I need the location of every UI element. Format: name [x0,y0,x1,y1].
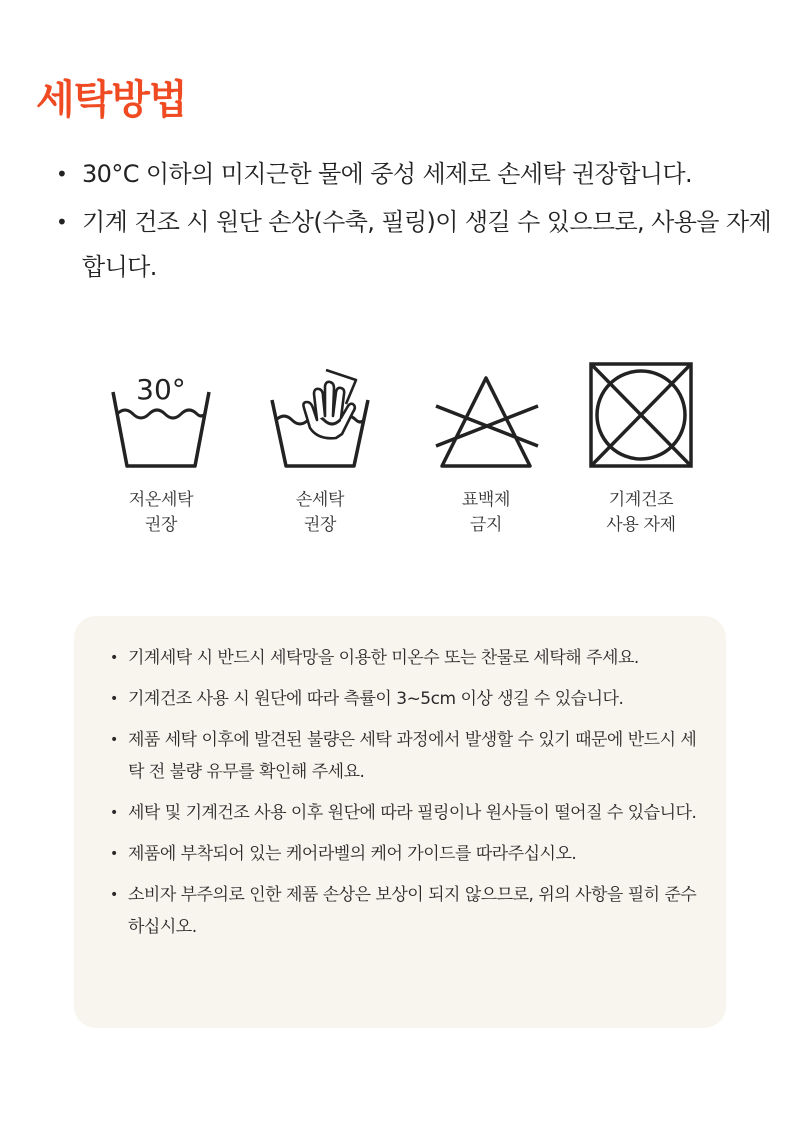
notes-list [110,642,700,952]
care-icons-row [0,360,800,560]
care-icon-label: 기계건조 사용 자제 [606,490,676,535]
wash-30-icon [101,360,221,470]
note-item: • 제품에 부착되어 있는 케어라벨의 케어 가이드를 따라주십시오. [110,838,700,870]
care-icon-label: 손세탁 권장 [295,490,345,535]
note-item: • 소비자 부주의로 인한 제품 손상은 보상이 되지 않으므로, 위의 사항을 필히 준수하십시오. [110,879,700,943]
no-bleach-icon [426,360,546,470]
main-note-item: • 30°C 이하의 미지근한 물에 중성 세제로 손세탁 권장합니다. [56,152,776,197]
care-icon-label: 표백제 금지 [461,490,511,535]
note-item: • 세탁 및 기계건조 사용 이후 원단에 따라 필링이나 원사들이 떨어질 수 있습니다. [110,797,700,829]
page-title: 세탁방법 [36,77,187,123]
notes-box [74,616,726,1028]
hand-wash-icon [260,360,380,470]
no-tumble-dry-icon [581,360,701,470]
care-icon-no-tumble-dry [566,360,716,538]
care-icon-wash-30 [86,360,236,538]
note-item: • 기계건조 사용 시 원단에 따라 측률이 3~5cm 이상 생길 수 있습니다. [110,683,700,715]
wash-temp-text: 30° [136,373,186,406]
main-care-list [56,152,776,293]
care-icon-label: 저온세탁 권장 [128,490,194,535]
care-icon-hand-wash [245,360,395,538]
note-item: • 기계세탁 시 반드시 세탁망을 이용한 미온수 또는 찬물로 세탁해 주세요. [110,642,700,674]
note-item: • 제품 세탁 이후에 발견된 불량은 세탁 과정에서 발생할 수 있기 때문에 반드시 세탁 전 불량 유무를 확인해 주세요. [110,724,700,788]
main-note-item: • 기계 건조 시 원단 손상(수축, 필링)이 생길 수 있으므로, 사용을 자제 합니다. [56,200,776,290]
care-icon-no-bleach [411,360,561,538]
